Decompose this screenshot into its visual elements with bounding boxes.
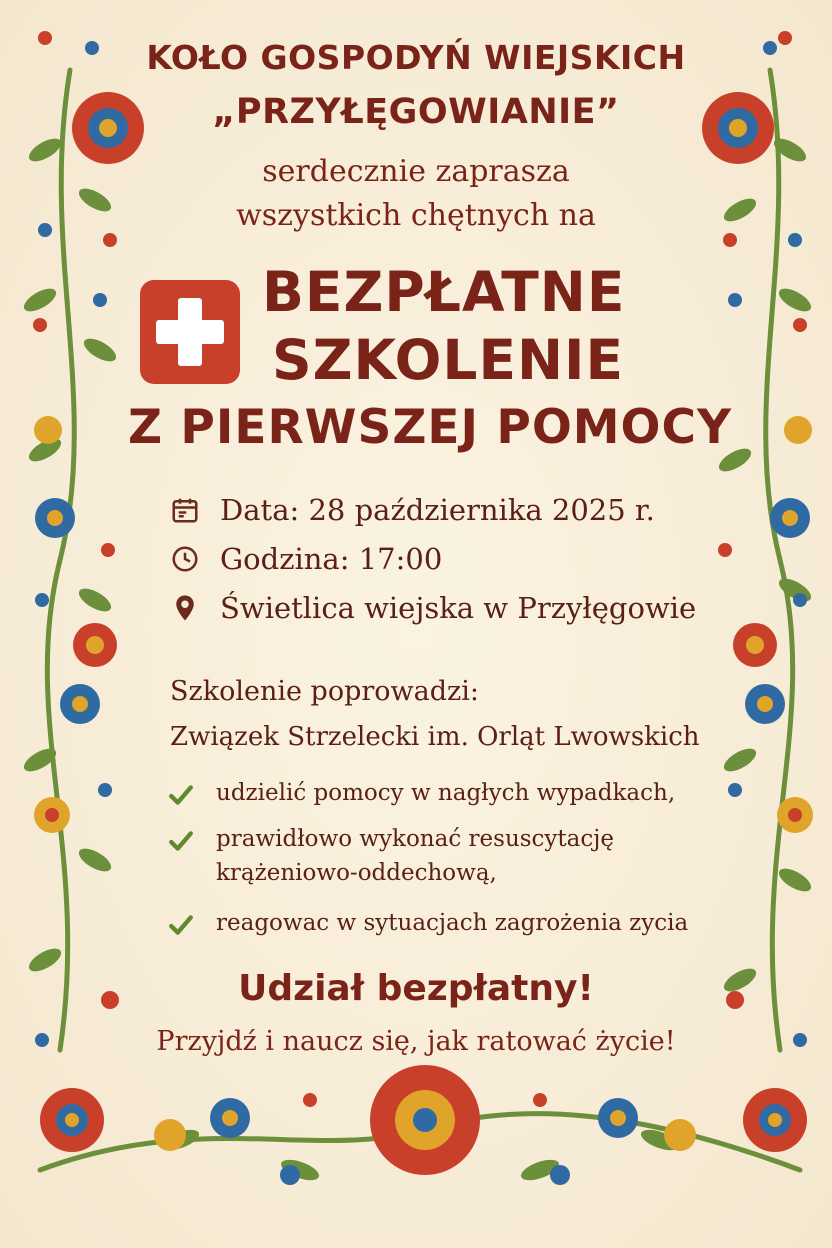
headline-line-3: Z PIERWSZEJ POMOCY bbox=[127, 400, 733, 455]
organizer-name: KOŁO GOSPODYŃ WIEJSKICH bbox=[146, 38, 686, 77]
event-place bbox=[170, 591, 696, 625]
event-time bbox=[170, 542, 442, 576]
clock-icon bbox=[170, 544, 200, 574]
call-to-action: Przyjdź i naucz się, jak ratować życie! bbox=[156, 1026, 676, 1057]
map-pin-icon bbox=[170, 593, 200, 623]
headline-line-2: SZKOLENIE bbox=[272, 328, 625, 392]
calendar-icon bbox=[170, 495, 200, 525]
skill-item-text: krążeniowo-oddechową, bbox=[216, 860, 497, 886]
headline-line-1: BEZPŁATNE bbox=[262, 260, 626, 324]
skill-item-text: reagowac w sytuacjach zagrożenia zycia bbox=[216, 910, 689, 936]
check-icon bbox=[168, 782, 194, 808]
skill-item-text: prawidłowo wykonać resuscytację bbox=[216, 826, 615, 852]
invitation-line-2: wszystkich chętnych na bbox=[236, 198, 596, 233]
free-participation-banner: Udział bezpłatny! bbox=[238, 968, 594, 1009]
trainer-label: Szkolenie poprowadzi: bbox=[170, 676, 479, 707]
trainer-name: Związek Strzelecki im. Orląt Lwowskich bbox=[170, 722, 700, 752]
invitation-line-1: serdecznie zaprasza bbox=[262, 154, 570, 189]
first-aid-cross-icon bbox=[140, 280, 240, 384]
event-time-text: Godzina: 17:00 bbox=[220, 542, 443, 576]
skill-item-text: udzielić pomocy w nagłych wypadkach, bbox=[216, 780, 676, 806]
check-icon bbox=[168, 828, 194, 854]
organizer-group-name: „PRZYŁĘGOWIANIE” bbox=[212, 92, 620, 132]
event-date bbox=[170, 493, 655, 527]
check-icon bbox=[168, 912, 194, 938]
event-date-text: Data: 28 października 2025 r. bbox=[220, 493, 655, 527]
event-place-text: Świetlica wiejska w Przyłęgowie bbox=[220, 591, 697, 625]
